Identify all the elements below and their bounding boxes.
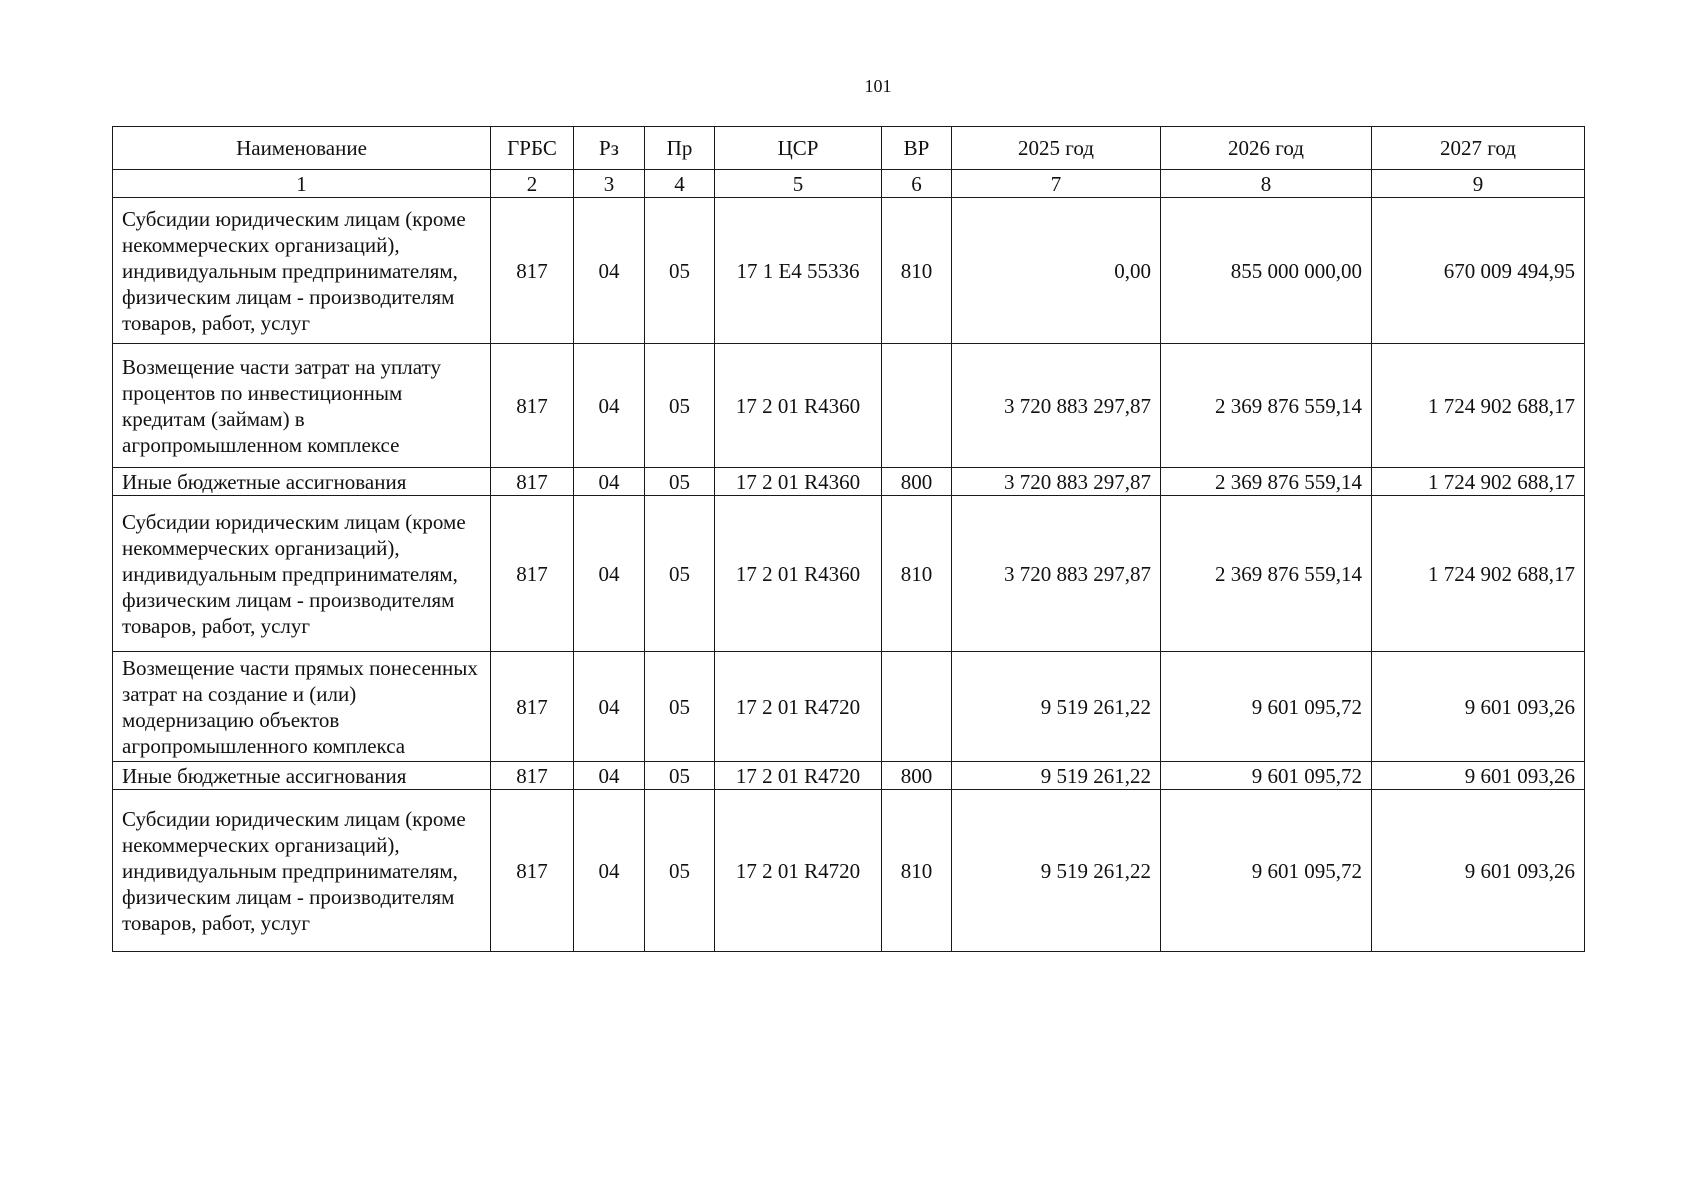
row-rz: 04 xyxy=(574,790,645,952)
row-vr xyxy=(882,652,952,762)
row-csr: 17 2 01 R4720 xyxy=(715,762,882,790)
header-pr: Пр xyxy=(645,127,715,170)
row-2026: 855 000 000,00 xyxy=(1161,198,1372,344)
row-grbs: 817 xyxy=(491,762,574,790)
row-grbs: 817 xyxy=(491,198,574,344)
row-rz: 04 xyxy=(574,468,645,496)
row-2026: 9 601 095,72 xyxy=(1161,790,1372,952)
row-2027: 1 724 902 688,17 xyxy=(1372,496,1585,652)
row-grbs: 817 xyxy=(491,468,574,496)
row-2027: 9 601 093,26 xyxy=(1372,762,1585,790)
row-grbs: 817 xyxy=(491,652,574,762)
row-name: Возмещение части прямых понесенных затрат на создание и (или) модернизацию объектов агропромышленного комплекса xyxy=(113,652,491,762)
row-pr: 05 xyxy=(645,344,715,468)
row-csr: 17 1 Е4 55336 xyxy=(715,198,882,344)
row-name: Субсидии юридическим лицам (кроме некоммерческих организаций), индивидуальным предпринимателям, физическим лицам - производителям товаров, работ, услуг xyxy=(113,496,491,652)
column-number: 8 xyxy=(1161,170,1372,198)
column-number: 3 xyxy=(574,170,645,198)
row-grbs: 817 xyxy=(491,790,574,952)
column-number: 7 xyxy=(952,170,1161,198)
row-vr: 810 xyxy=(882,790,952,952)
row-pr: 05 xyxy=(645,198,715,344)
row-2027: 1 724 902 688,17 xyxy=(1372,344,1585,468)
row-name: Возмещение части затрат на уплату процентов по инвестиционным кредитам (займам) в агропромышленном комплексе xyxy=(113,344,491,468)
row-csr: 17 2 01 R4720 xyxy=(715,652,882,762)
row-2025: 0,00 xyxy=(952,198,1161,344)
row-csr: 17 2 01 R4360 xyxy=(715,468,882,496)
row-vr: 810 xyxy=(882,496,952,652)
header-grbs: ГРБС xyxy=(491,127,574,170)
page-number: 101 xyxy=(864,76,892,96)
header-2026: 2026 год xyxy=(1161,127,1372,170)
row-pr: 05 xyxy=(645,762,715,790)
table-row xyxy=(113,762,1585,790)
row-name: Субсидии юридическим лицам (кроме некоммерческих организаций), индивидуальным предпринимателям, физическим лицам - производителям товаров, работ, услуг xyxy=(113,198,491,344)
row-vr: 800 xyxy=(882,762,952,790)
header-vr: ВР xyxy=(882,127,952,170)
row-rz: 04 xyxy=(574,652,645,762)
column-number: 2 xyxy=(491,170,574,198)
row-2025: 9 519 261,22 xyxy=(952,790,1161,952)
row-vr xyxy=(882,344,952,468)
row-pr: 05 xyxy=(645,468,715,496)
row-name: Иные бюджетные ассигнования xyxy=(113,762,491,790)
row-2025: 9 519 261,22 xyxy=(952,762,1161,790)
header-row xyxy=(113,127,1585,170)
column-number: 1 xyxy=(113,170,491,198)
row-2026: 2 369 876 559,14 xyxy=(1161,344,1372,468)
row-rz: 04 xyxy=(574,198,645,344)
row-rz: 04 xyxy=(574,344,645,468)
row-pr: 05 xyxy=(645,790,715,952)
row-2025: 3 720 883 297,87 xyxy=(952,344,1161,468)
row-2026: 9 601 095,72 xyxy=(1161,762,1372,790)
row-csr: 17 2 01 R4360 xyxy=(715,344,882,468)
header-2025: 2025 год xyxy=(952,127,1161,170)
row-2025: 3 720 883 297,87 xyxy=(952,496,1161,652)
row-vr: 800 xyxy=(882,468,952,496)
row-csr: 17 2 01 R4720 xyxy=(715,790,882,952)
header-rz: Рз xyxy=(574,127,645,170)
row-name: Иные бюджетные ассигнования xyxy=(113,468,491,496)
row-2026: 9 601 095,72 xyxy=(1161,652,1372,762)
header-name: Наименование xyxy=(113,127,491,170)
row-pr: 05 xyxy=(645,652,715,762)
row-2027: 9 601 093,26 xyxy=(1372,790,1585,952)
row-2027: 670 009 494,95 xyxy=(1372,198,1585,344)
header-csr: ЦСР xyxy=(715,127,882,170)
header-2027: 2027 год xyxy=(1372,127,1585,170)
row-2025: 9 519 261,22 xyxy=(952,652,1161,762)
table-row xyxy=(113,468,1585,496)
row-2026: 2 369 876 559,14 xyxy=(1161,468,1372,496)
row-rz: 04 xyxy=(574,762,645,790)
table-row xyxy=(113,496,1585,652)
row-name: Субсидии юридическим лицам (кроме некоммерческих организаций), индивидуальным предпринимателям, физическим лицам - производителям товаров, работ, услуг xyxy=(113,790,491,952)
table-row xyxy=(113,344,1585,468)
row-grbs: 817 xyxy=(491,496,574,652)
table-row xyxy=(113,790,1585,952)
row-2025: 3 720 883 297,87 xyxy=(952,468,1161,496)
table-row xyxy=(113,198,1585,344)
table-row xyxy=(113,652,1585,762)
column-number: 4 xyxy=(645,170,715,198)
column-number: 9 xyxy=(1372,170,1585,198)
row-pr: 05 xyxy=(645,496,715,652)
column-number: 5 xyxy=(715,170,882,198)
column-number: 6 xyxy=(882,170,952,198)
row-grbs: 817 xyxy=(491,344,574,468)
budget-table xyxy=(112,126,1585,952)
row-2026: 2 369 876 559,14 xyxy=(1161,496,1372,652)
row-2027: 9 601 093,26 xyxy=(1372,652,1585,762)
column-number-row xyxy=(113,170,1585,198)
row-vr: 810 xyxy=(882,198,952,344)
row-csr: 17 2 01 R4360 xyxy=(715,496,882,652)
row-2027: 1 724 902 688,17 xyxy=(1372,468,1585,496)
row-rz: 04 xyxy=(574,496,645,652)
